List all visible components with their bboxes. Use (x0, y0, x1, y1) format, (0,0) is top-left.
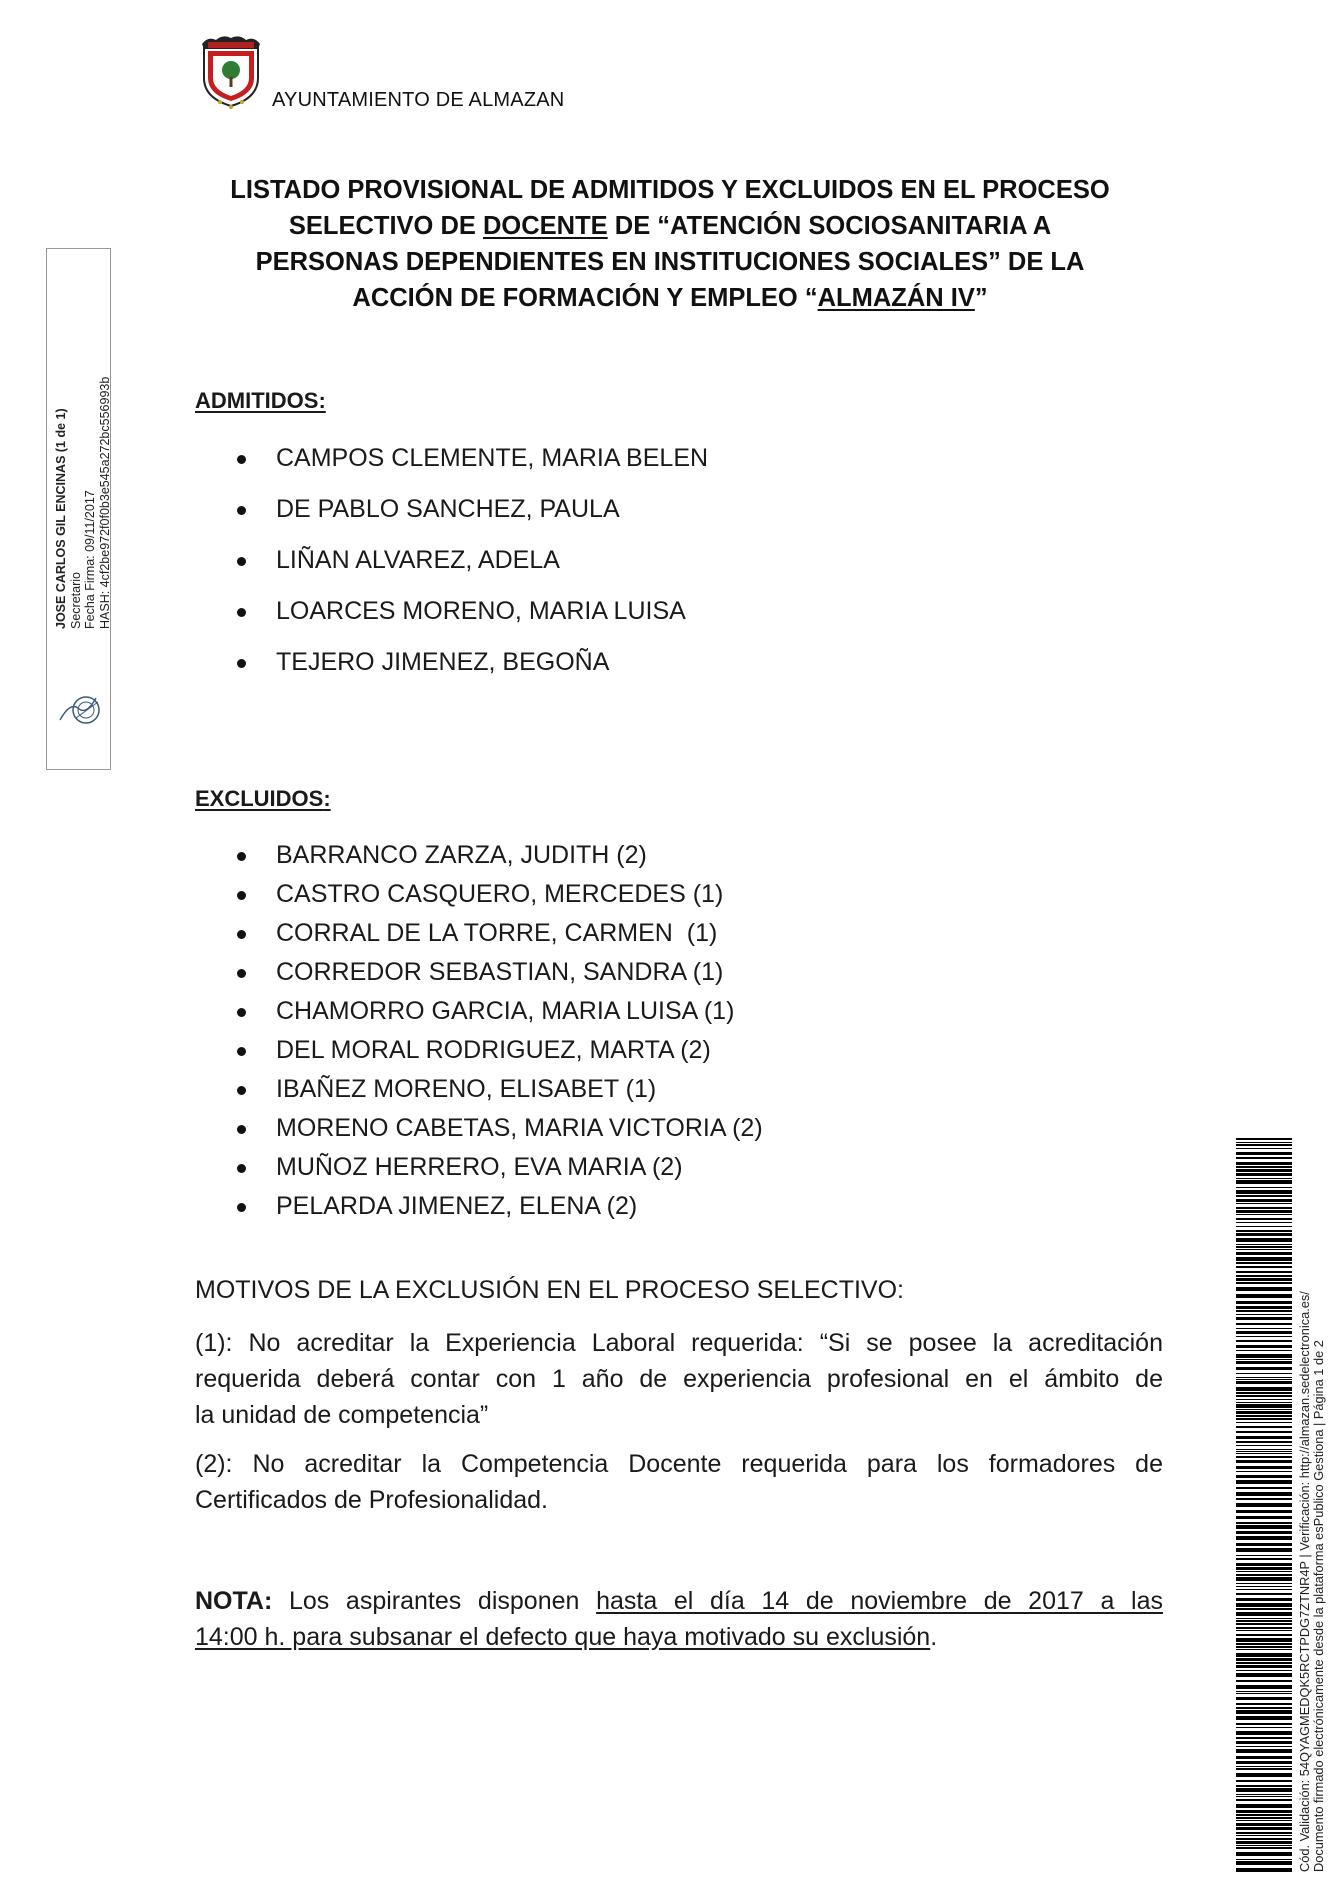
barcode-bar (1236, 1662, 1292, 1664)
excluded-name: IBAÑEZ MORENO, ELISABET (1) (276, 1075, 657, 1103)
barcode-bar (1236, 1516, 1292, 1519)
list-item (195, 484, 708, 535)
bullet-icon (237, 506, 246, 515)
barcode-bar (1236, 1345, 1292, 1348)
barcode-bar (1236, 1737, 1292, 1739)
barcode-bar (1236, 1411, 1292, 1414)
list-item (195, 875, 763, 914)
signer-name: JOSE CARLOS GIL ENCINAS (1 de 1) (54, 408, 68, 629)
barcode-bar (1236, 1381, 1292, 1384)
barcode-bar (1236, 1187, 1292, 1188)
reason-1-line-3: la unidad de competencia” (195, 1401, 489, 1429)
list-item (195, 535, 708, 586)
barcode-bar (1236, 1548, 1292, 1552)
list-item (195, 637, 708, 688)
admitted-name: TEJERO JIMENEZ, BEGOÑA (276, 648, 610, 676)
barcode-bar (1236, 1646, 1292, 1648)
barcode-bar (1236, 1271, 1292, 1273)
reason-2 (195, 1446, 1163, 1518)
list-item (195, 1187, 763, 1226)
excluded-heading-suffix: : (323, 786, 331, 811)
reason-1 (195, 1325, 1163, 1433)
list-item (195, 1070, 763, 1109)
barcode-bar (1236, 1685, 1292, 1689)
barcode-bar (1236, 1525, 1292, 1529)
barcode-bar (1236, 1210, 1292, 1213)
barcode-bar (1236, 1203, 1292, 1204)
barcode-bar (1236, 1226, 1292, 1227)
excluded-name: PELARDA JIMENEZ, ELENA (2) (276, 1192, 638, 1220)
barcode-bar (1236, 1804, 1292, 1808)
barcode-bar (1236, 1190, 1292, 1194)
barcode-bar (1236, 1746, 1292, 1747)
barcode-bar (1236, 1868, 1292, 1872)
barcode-bar (1236, 1169, 1292, 1172)
barcode-bar (1236, 1399, 1292, 1400)
bullet-icon (237, 1008, 246, 1017)
excluded-name: MUÑOZ HERRERO, EVA MARIA (2) (276, 1153, 683, 1181)
barcode-bar (1236, 1266, 1292, 1268)
list-item (195, 836, 763, 875)
barcode-bar (1236, 1627, 1292, 1629)
barcode-bar (1236, 1603, 1292, 1607)
barcode-bar (1236, 1404, 1292, 1408)
barcode-bar (1236, 1766, 1292, 1767)
bullet-icon (237, 1203, 246, 1212)
barcode-bar (1236, 1314, 1292, 1315)
barcode-bar (1236, 1306, 1292, 1309)
barcode-bar (1236, 1634, 1292, 1636)
signature-hash: HASH: 4cf2be972f0f0b3e545a272bc556993b (97, 376, 112, 629)
excluded-heading (195, 786, 331, 812)
barcode-bar (1236, 1832, 1292, 1834)
reasons-title: MOTIVOS DE LA EXCLUSIÓN EN EL PROCESO SELECTIVO: (195, 1276, 904, 1304)
barcode-bar (1236, 1680, 1292, 1682)
barcode-bar (1236, 1638, 1292, 1642)
barcode-bar (1236, 1233, 1292, 1236)
barcode-bar (1236, 1199, 1292, 1202)
title-line-1: LISTADO PROVISIONAL DE ADMITIDOS Y EXCLUIDOS EN EL PROCESO (230, 176, 1110, 204)
barcode-bar (1236, 1577, 1292, 1581)
barcode-bar (1236, 1350, 1292, 1351)
barcode-bar (1236, 1838, 1292, 1840)
document-title (150, 172, 1190, 316)
barcode-bar (1236, 1426, 1292, 1428)
admitted-name: LIÑAN ALVAREZ, ADELA (276, 546, 560, 574)
barcode-bar (1236, 1768, 1292, 1770)
barcode-bar (1236, 1820, 1292, 1821)
note-deadline-line-1: hasta el día 14 de noviembre de 2017 a las (596, 1587, 1163, 1615)
barcode-bar (1236, 1555, 1292, 1556)
title-line-2-post: DE “ATENCIÓN SOCIOSANITARIA A (607, 212, 1052, 240)
list-item (195, 953, 763, 992)
barcode-bar (1236, 1180, 1292, 1184)
barcode-bar (1236, 1323, 1292, 1325)
title-line-4-underlined: ALMAZÁN IV (817, 284, 975, 312)
note-text-pre: Los aspirantes disponen (272, 1587, 597, 1615)
barcode-bar (1236, 1148, 1292, 1149)
note-line-1 (195, 1583, 1163, 1619)
barcode-bar (1236, 1441, 1292, 1443)
bullet-icon (237, 1164, 246, 1173)
excluded-name: CHAMORRO GARCIA, MARIA LUISA (1) (276, 997, 735, 1025)
admitted-name: LOARCES MORENO, MARIA LUISA (276, 597, 686, 625)
bullet-icon (237, 1125, 246, 1134)
barcode-bar (1236, 1710, 1292, 1714)
bullet-icon (237, 1086, 246, 1095)
barcode-bar (1236, 1278, 1292, 1281)
reason-1-line-2: requerida deberá contar con 1 año de experiencia profesional en el ámbito de (195, 1365, 1163, 1393)
barcode-bar (1236, 1785, 1292, 1787)
barcode-bar (1236, 1317, 1292, 1320)
barcode-bar (1236, 1152, 1292, 1155)
excluded-name: DEL MORAL RODRIGUEZ, MARTA (2) (276, 1036, 711, 1064)
admitted-list (195, 433, 708, 688)
barcode-bar (1236, 1567, 1292, 1570)
barcode-bar (1236, 1670, 1292, 1671)
barcode-bar (1236, 1142, 1292, 1143)
barcode-bar (1236, 1466, 1292, 1469)
bullet-icon (237, 969, 246, 978)
barcode-bar (1236, 1618, 1292, 1619)
barcode-bar (1236, 1563, 1292, 1566)
bullet-icon (237, 557, 246, 566)
barcode-bar (1236, 1693, 1292, 1694)
barcode-bar (1236, 1658, 1292, 1661)
barcode-bar (1236, 1487, 1292, 1489)
bullet-icon (237, 455, 246, 464)
barcode-bar (1236, 1749, 1292, 1753)
barcode-bar (1236, 1841, 1292, 1844)
barcode-bar (1236, 1558, 1292, 1560)
barcode-bar (1236, 1214, 1292, 1215)
barcode-bar (1236, 1697, 1292, 1700)
barcode-bar (1236, 1244, 1292, 1245)
barcode-bar (1236, 1144, 1292, 1146)
barcode-bar (1236, 1377, 1292, 1378)
barcode-bar (1236, 1703, 1292, 1705)
barcode-bar (1236, 1449, 1292, 1450)
admitted-heading: ADMITIDOS: (195, 388, 326, 413)
barcode-bar (1236, 1814, 1292, 1816)
reason-2-line-2: Certificados de Profesionalidad. (195, 1486, 548, 1514)
barcode-bar (1236, 1810, 1292, 1813)
barcode-bar (1236, 1162, 1292, 1165)
list-item (195, 433, 708, 484)
barcode-bar (1236, 1373, 1292, 1374)
excluded-name: BARRANCO ZARZA, JUDITH (2) (276, 841, 647, 869)
barcode-bar (1236, 1460, 1292, 1463)
barcode-bar (1236, 1756, 1292, 1759)
barcode-bar (1236, 1451, 1292, 1452)
barcode-bar (1236, 1379, 1292, 1380)
barcode-bar (1236, 1331, 1292, 1334)
barcode-bar (1236, 1522, 1292, 1524)
signer-role: Secretario (68, 572, 83, 629)
barcode-bar (1236, 1583, 1292, 1584)
bullet-icon (237, 930, 246, 939)
barcode-bar (1236, 1859, 1292, 1860)
barcode-bar (1236, 1589, 1292, 1590)
admitted-name: DE PABLO SANCHEZ, PAULA (276, 495, 620, 523)
barcode-bar (1236, 1418, 1292, 1420)
barcode-bar (1236, 1166, 1292, 1168)
reason-1-line-1: (1): No acreditar la Experiencia Laboral requerida: “Si se posee la acreditación (195, 1329, 1163, 1357)
barcode-bar (1236, 1741, 1292, 1744)
barcode-bar (1236, 1788, 1292, 1792)
bullet-icon (237, 608, 246, 617)
barcode-bar (1236, 1852, 1292, 1856)
barcode-bar (1236, 1294, 1292, 1298)
barcode-bar (1236, 1620, 1292, 1622)
barcode-bar (1236, 1230, 1292, 1232)
list-item (195, 992, 763, 1031)
barcode-bar (1236, 1817, 1292, 1819)
barcode-bar (1236, 1503, 1292, 1507)
barcode-bar (1236, 1436, 1292, 1439)
title-line-2-underlined: DOCENTE (483, 212, 608, 240)
signature-seal-icon (56, 690, 108, 730)
barcode-bar (1236, 1707, 1292, 1709)
barcode-bar (1236, 1794, 1292, 1795)
bullet-icon (237, 891, 246, 900)
barcode-bar (1236, 1173, 1292, 1176)
excluded-name: MORENO CABETAS, MARIA VICTORIA (2) (276, 1114, 763, 1142)
barcode-bar (1236, 1218, 1292, 1220)
excluded-name: CORRAL DE LA TORRE, CARMEN (1) (276, 919, 718, 947)
admitted-name: CAMPOS CLEMENTE, MARIA BELEN (276, 444, 709, 472)
barcode-bar (1236, 1571, 1292, 1572)
barcode-bar (1236, 1492, 1292, 1496)
barcode-bar (1236, 1453, 1292, 1454)
note-line-2 (195, 1619, 1163, 1655)
barcode-bar (1236, 1665, 1292, 1668)
barcode-bar (1236, 1238, 1292, 1242)
barcode-bar (1236, 1354, 1292, 1358)
barcode-bar (1236, 1395, 1292, 1397)
bullet-icon (237, 659, 246, 668)
barcode-bar (1236, 1475, 1292, 1478)
barcode-bar (1236, 1431, 1292, 1433)
barcode-bar (1236, 1723, 1292, 1725)
title-line-2 (150, 208, 1190, 244)
barcode-bar (1236, 1222, 1292, 1223)
barcode-bar (1236, 1691, 1292, 1692)
barcode-icon (1236, 1138, 1292, 1872)
note-label: NOTA: (195, 1587, 273, 1615)
barcode-bar (1236, 1612, 1292, 1616)
note (195, 1583, 1163, 1655)
title-line-4-pre: ACCIÓN DE FORMACIÓN Y EMPLEO “ (352, 284, 818, 312)
barcode-bar (1236, 1157, 1292, 1159)
barcode-bar (1236, 1252, 1292, 1255)
barcode-bar (1236, 1387, 1292, 1391)
barcode-bar (1236, 1510, 1292, 1513)
signature-text (54, 377, 112, 629)
barcode-bar (1236, 1415, 1292, 1417)
barcode-bar (1236, 1847, 1292, 1849)
barcode-bar (1236, 1422, 1292, 1423)
bullet-icon (237, 1047, 246, 1056)
barcode-bar (1236, 1835, 1292, 1836)
barcode-bar (1236, 1310, 1292, 1312)
barcode-bar (1236, 1287, 1292, 1291)
barcode-bar (1236, 1673, 1292, 1677)
barcode-bar (1236, 1445, 1292, 1446)
barcode-bar (1236, 1623, 1292, 1625)
barcode-bar (1236, 1796, 1292, 1797)
barcode-bar (1236, 1275, 1292, 1277)
barcode-bar (1236, 1471, 1292, 1472)
barcode-bar (1236, 1301, 1292, 1304)
excluded-name: CORREDOR SEBASTIAN, SANDRA (1) (276, 958, 724, 986)
reason-2-line-1: (2): No acreditar la Competencia Docente requerida para los formadores de (195, 1450, 1163, 1478)
barcode-bar (1236, 1593, 1292, 1595)
barcode-bar (1236, 1823, 1292, 1826)
coat-of-arms-icon (196, 34, 266, 110)
title-line-4 (150, 280, 1190, 316)
barcode-bar (1236, 1402, 1292, 1403)
barcode-bar (1236, 1845, 1292, 1846)
barcode-bar (1236, 1480, 1292, 1484)
barcode-bar (1236, 1207, 1292, 1209)
barcode-bar (1236, 1598, 1292, 1601)
barcode-bar (1236, 1799, 1292, 1801)
barcode-bar (1236, 1498, 1292, 1500)
barcode-bar (1236, 1716, 1292, 1720)
validation-line-1: Cód. Validación: 54QYAGMEDQK5RCTPDG7ZTNR4P | Verificación: http://almazan.sedelectronica.es/ (1297, 1291, 1312, 1872)
barcode-bar (1236, 1608, 1292, 1610)
barcode-bar (1236, 1195, 1292, 1197)
barcode-bar (1236, 1409, 1292, 1410)
barcode-bar (1236, 1392, 1292, 1394)
excluded-list (195, 836, 763, 1226)
list-item (195, 1148, 763, 1187)
list-item (195, 1031, 763, 1070)
barcode-bar (1236, 1282, 1292, 1284)
barcode-bar (1236, 1727, 1292, 1728)
barcode-bar (1236, 1643, 1292, 1645)
barcode-bar (1236, 1340, 1292, 1342)
barcode-bar (1236, 1456, 1292, 1458)
barcode-bar (1236, 1780, 1292, 1782)
barcode-bar (1236, 1367, 1292, 1370)
barcode-bar (1236, 1249, 1292, 1250)
barcode-bar (1236, 1178, 1292, 1179)
barcode-bar (1236, 1536, 1292, 1540)
barcode-bar (1236, 1262, 1292, 1264)
barcode-bar (1236, 1361, 1292, 1364)
validation-line-2: Documento firmado electrónicamente desde la plataforma esPublico Gestiona | Página 1 de 2 (1311, 1340, 1326, 1872)
barcode-bar (1236, 1761, 1292, 1764)
barcode-bar (1236, 1257, 1292, 1261)
barcode-bar (1236, 1138, 1292, 1140)
barcode-bar (1236, 1731, 1292, 1735)
list-item (195, 586, 708, 637)
bullet-icon (237, 852, 246, 861)
list-item (195, 1109, 763, 1148)
note-deadline-line-2: 14:00 h. para subsanar el defecto que haya motivado su exclusión (195, 1623, 931, 1651)
barcode-bar (1236, 1630, 1292, 1631)
barcode-bar (1236, 1574, 1292, 1576)
barcode-bar (1236, 1328, 1292, 1329)
barcode-bar (1236, 1531, 1292, 1534)
barcode-bar (1236, 1653, 1292, 1657)
barcode-bar (1236, 1827, 1292, 1830)
list-item (195, 914, 763, 953)
barcode-bar (1236, 1649, 1292, 1650)
organization-name: AYUNTAMIENTO DE ALMAZAN (272, 89, 565, 111)
barcode-bar (1236, 1336, 1292, 1337)
validation-text (1298, 1291, 1326, 1872)
note-text-post: . (930, 1623, 938, 1651)
excluded-name: CASTRO CASQUERO, MERCEDES (1) (276, 880, 724, 908)
barcode-bar (1236, 1543, 1292, 1546)
barcode-bar (1236, 1861, 1292, 1865)
barcode-bar (1236, 1773, 1292, 1777)
signature-date: Fecha Firma: 09/11/2017 (83, 490, 97, 629)
title-line-2-pre: SELECTIVO DE (288, 212, 483, 240)
barcode-bar (1236, 1359, 1292, 1360)
title-line-3: PERSONAS DEPENDIENTES EN INSTITUCIONES SOCIALES” DE LA (255, 248, 1085, 276)
barcode-bar (1236, 1586, 1292, 1587)
excluded-heading-text: EXCLUIDOS (195, 786, 324, 811)
barcode-bar (1236, 1246, 1292, 1248)
title-line-4-post: ” (974, 284, 988, 312)
